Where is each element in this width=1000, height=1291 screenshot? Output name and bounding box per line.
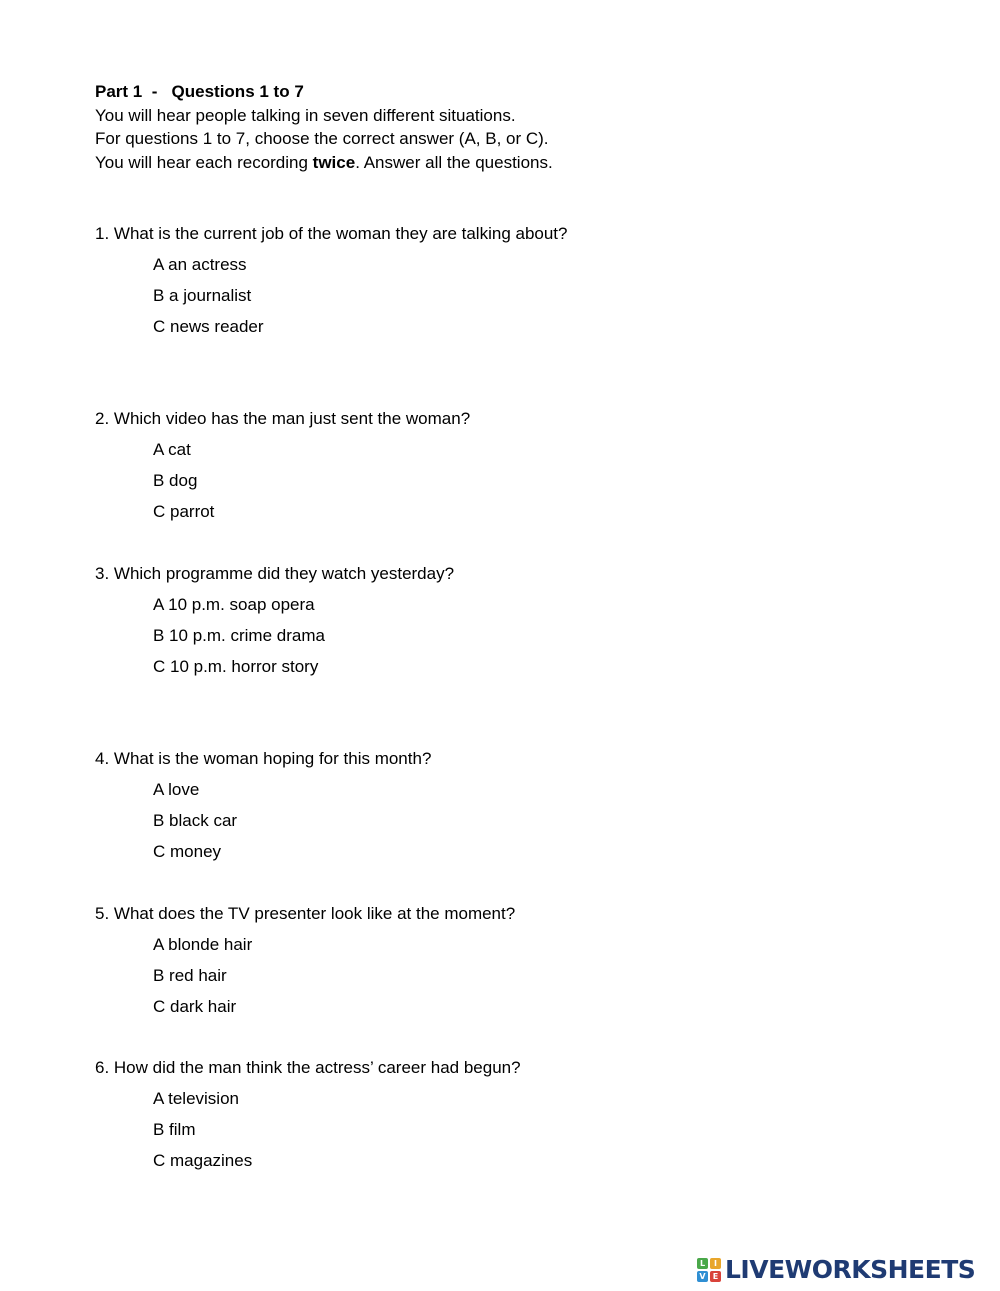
question-6-option-c[interactable]: C magazines: [153, 1151, 253, 1170]
instruction-line-2: For questions 1 to 7, choose the correct answer (A, B, or C).: [95, 129, 549, 148]
question-2-option-a[interactable]: A cat: [153, 440, 191, 459]
part-title: Part 1 - Questions 1 to 7: [95, 82, 304, 101]
question-4-option-b[interactable]: B black car: [153, 811, 238, 830]
instruction-line-1: You will hear people talking in seven different situations.: [95, 105, 516, 125]
logo-block-v: V: [697, 1271, 708, 1282]
question-2-text: 2. Which video has the man just sent the woman?: [95, 409, 471, 428]
question-3-option-c[interactable]: C 10 p.m. horror story: [153, 657, 319, 676]
question-3-option-a[interactable]: A 10 p.m. soap opera: [153, 595, 315, 614]
logo-block-i: I: [710, 1258, 721, 1269]
question-1-text: 1. What is the current job of the woman they are talking about?: [95, 224, 568, 243]
question-5-option-a[interactable]: A blonde hair: [153, 935, 253, 954]
question-5-option-b[interactable]: B red hair: [153, 966, 227, 985]
question-6-text: 6. How did the man think the actress’ career had begun?: [95, 1058, 521, 1077]
question-5-text: 5. What does the TV presenter look like at the moment?: [95, 904, 516, 923]
logo-text: LIVEWORKSHEETS: [725, 1255, 976, 1284]
liveworksheets-logo-icon: [697, 1258, 721, 1282]
liveworksheets-logo: [697, 1255, 975, 1285]
question-6-option-a[interactable]: A television: [153, 1089, 239, 1108]
question-1-option-b[interactable]: B a journalist: [153, 286, 252, 305]
instruction-line-3-end: . Answer all the questions.: [355, 152, 553, 172]
question-4-option-c[interactable]: C money: [153, 842, 222, 861]
question-4-option-a[interactable]: A love: [153, 780, 200, 799]
question-5-option-c[interactable]: C dark hair: [153, 997, 237, 1016]
question-3-option-b[interactable]: B 10 p.m. crime drama: [153, 626, 325, 645]
instruction-line-3: [95, 151, 553, 175]
question-2-option-b[interactable]: B dog: [153, 471, 198, 490]
question-2-option-c[interactable]: C parrot: [153, 502, 215, 521]
question-4-text: 4. What is the woman hoping for this month?: [95, 749, 432, 768]
logo-block-e: E: [710, 1271, 721, 1282]
question-3-text: 3. Which programme did they watch yesterday?: [95, 564, 455, 583]
question-1-option-c[interactable]: C news reader: [153, 317, 264, 336]
logo-block-l: L: [697, 1258, 708, 1269]
instruction-emphasis: twice: [312, 152, 356, 172]
instruction-line-3-start: You will hear each recording: [95, 152, 313, 172]
question-6-option-b[interactable]: B film: [153, 1120, 196, 1139]
question-1-option-a[interactable]: A an actress: [153, 255, 247, 274]
instructions-header: [95, 80, 553, 174]
